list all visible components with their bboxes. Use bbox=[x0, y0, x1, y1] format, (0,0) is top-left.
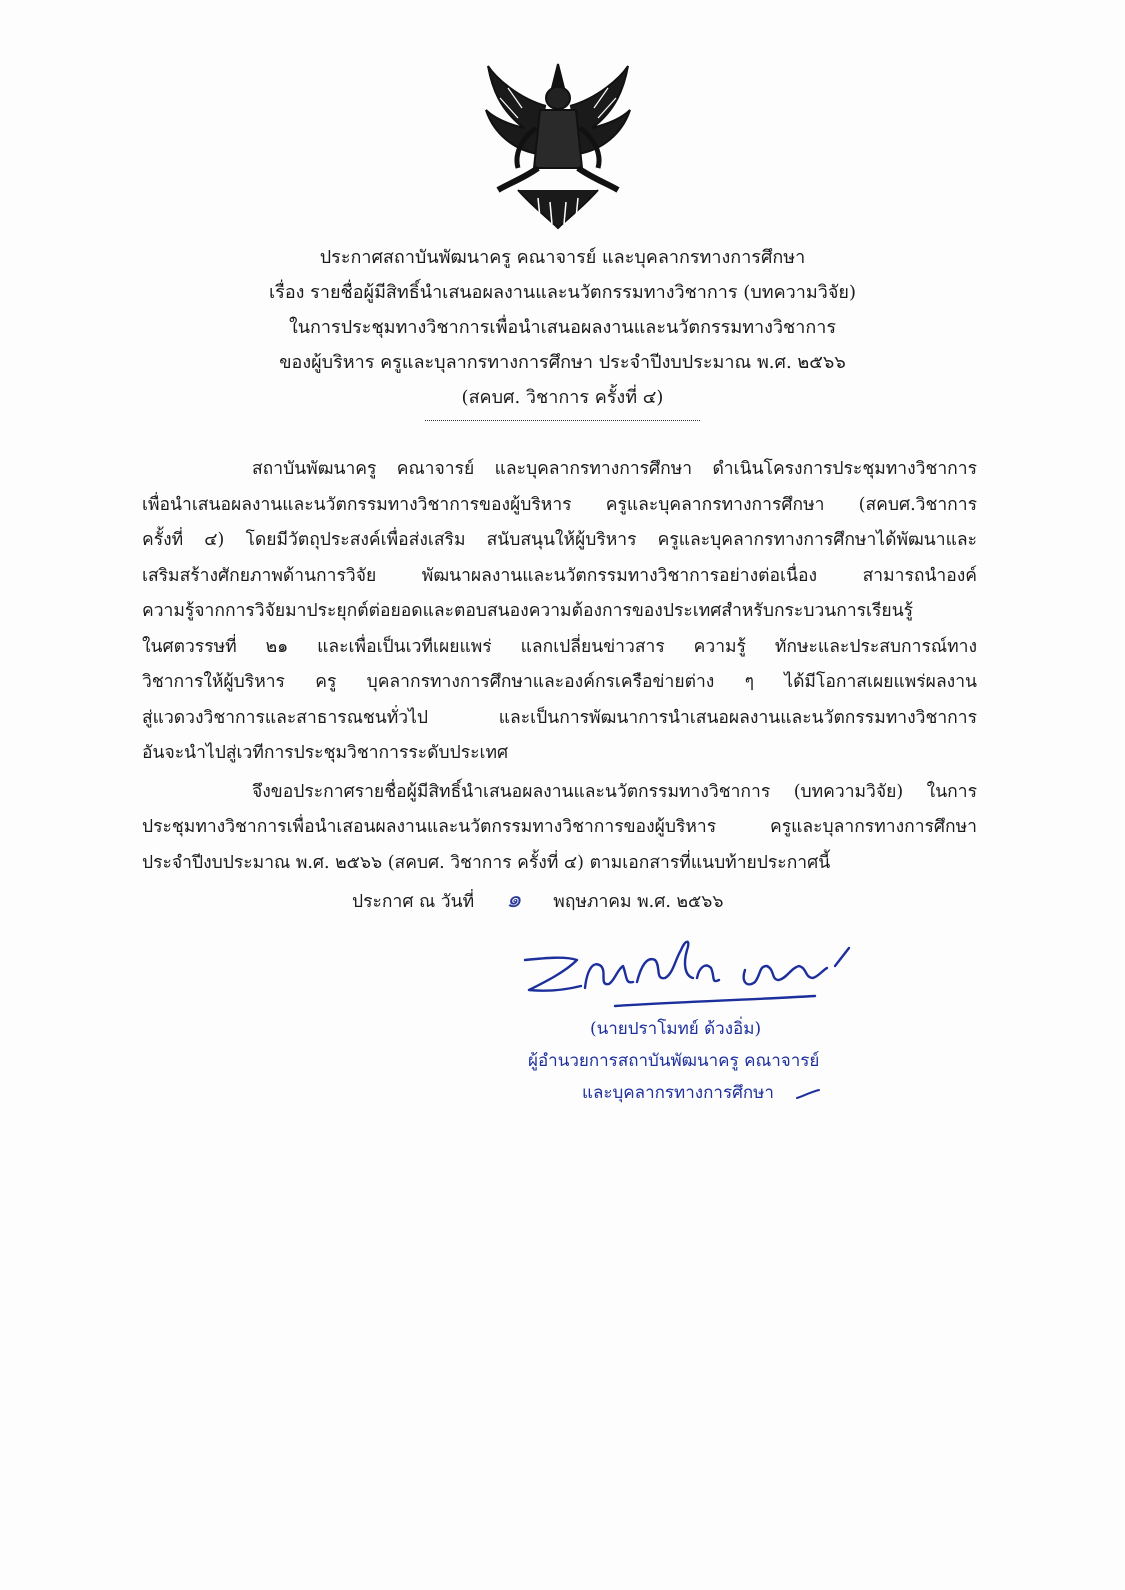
announcement-date bbox=[352, 882, 723, 920]
paragraph-line: ประชุมทางวิชาการเพื่อนำเสอนผลงานและนวัตกรรมทางวิชาการของผู้บริหาร ครูและบุลากรทางการศึกษา bbox=[142, 817, 977, 837]
paragraph-line: วิชาการให้ผู้บริหาร ครู บุคลากรทางการศึกษาและองค์กรเครือข่ายต่าง ๆ ได้มีโอกาสเผยแพร่ผลงาน bbox=[142, 672, 977, 692]
signer-organization: และบุคลากรทางการศึกษา bbox=[582, 1083, 774, 1103]
date-prefix: ประกาศ ณ วันที่ bbox=[352, 892, 475, 912]
heading-event: ในการประชุมทางวิชาการเพื่อนำเสนอผลงานและนวัตกรรมทางวิชาการ bbox=[288, 317, 837, 338]
paragraph-line: ประจำปีงบประมาณ พ.ศ. ๒๕๖๖ (สคบศ. วิชาการ ครั้งที่ ๔) ตามเอกสารที่แนบท้ายประกาศนี้ bbox=[142, 852, 831, 873]
heading-edition: (สคบศ. วิชาการ ครั้งที่ ๔) bbox=[461, 387, 664, 408]
paragraph-line: จึงขอประกาศรายชื่อผู้มีสิทธิ์นำเสนอผลงานและนวัตกรรมทางวิชาการ (บทความวิจัย) ในการ bbox=[252, 781, 977, 802]
signer-position: ผู้อำนวยการสถาบันพัฒนาครู คณาจารย์ bbox=[528, 1051, 820, 1071]
date-day-handwritten: ๑ bbox=[506, 885, 522, 913]
paragraph-line: เพื่อนำเสนอผลงานและนวัตกรรมทางวิชาการของผู้บริหาร ครูและบุคลากรทางการศึกษา (สคบศ.วิชาการ bbox=[142, 494, 977, 515]
paragraph-line: ครั้งที่ ๔) โดยมีวัตถุประสงค์เพื่อส่งเสริม สนับสนุนให้ผู้บริหาร ครูและบุคลากรทางการศึกษาได้พัฒนาและ bbox=[142, 530, 977, 550]
paragraph-line: ในศตวรรษที่ ๒๑ และเพื่อเป็นเวทีเผยแพร่ แลกเปลี่ยนข่าวสาร ความรู้ ทักษะและประสบการณ์ทาง bbox=[142, 636, 977, 657]
paragraph-line: สถาบันพัฒนาครู คณาจารย์ และบุคลากรทางการศึกษา ดำเนินโครงการประชุมทางวิชาการ bbox=[252, 459, 977, 479]
garuda-emblem-icon bbox=[478, 58, 638, 233]
signer-name: (นายปราโมทย์ ด้วงอิ่ม) bbox=[590, 1019, 762, 1039]
check-mark-icon bbox=[795, 1088, 821, 1100]
announcement-body bbox=[142, 452, 977, 881]
date-month-year: พฤษภาคม พ.ศ. ๒๕๖๖ bbox=[553, 892, 724, 912]
paragraph-announcement bbox=[142, 775, 977, 882]
paragraph-line: ความรู้จากการวิจัยมาประยุกต์ต่อยอดและตอบสนองความต้องการของประเทศสำหรับกระบวนการเรียนรู้ bbox=[142, 601, 914, 621]
heading-divider bbox=[425, 420, 700, 421]
paragraph-line: เสริมสร้างศักยภาพด้านการวิจัย พัฒนาผลงานและนวัตกรรมทางวิชาการอย่างต่อเนื่อง สามารถนำองค์ bbox=[142, 565, 977, 586]
heading-audience: ของผู้บริหาร ครูและบุลากรทางการศึกษา ประจำปีงบประมาณ พ.ศ. ๒๕๖๖ bbox=[279, 352, 846, 373]
heading-issuer: ประกาศสถาบันพัฒนาครู คณาจารย์ และบุคลากรทางการศึกษา bbox=[319, 247, 806, 268]
heading-subject: เรื่อง รายชื่อผู้มีสิทธิ์นำเสนอผลงานและนวัตกรรมทางวิชาการ (บทความวิจัย) bbox=[269, 282, 856, 303]
paragraph-purpose bbox=[142, 452, 977, 772]
paragraph-line: สู่แวดวงวิชาการและสาธารณชนทั่วไป และเป็นการพัฒนาการนำเสนอผลงานและนวัตกรรมทางวิชาการ bbox=[142, 707, 977, 728]
announcement-heading bbox=[150, 240, 975, 415]
paragraph-line: อันจะนำไปสู่เวทีการประชุมวิชาการระดับประเทศ bbox=[142, 743, 509, 763]
